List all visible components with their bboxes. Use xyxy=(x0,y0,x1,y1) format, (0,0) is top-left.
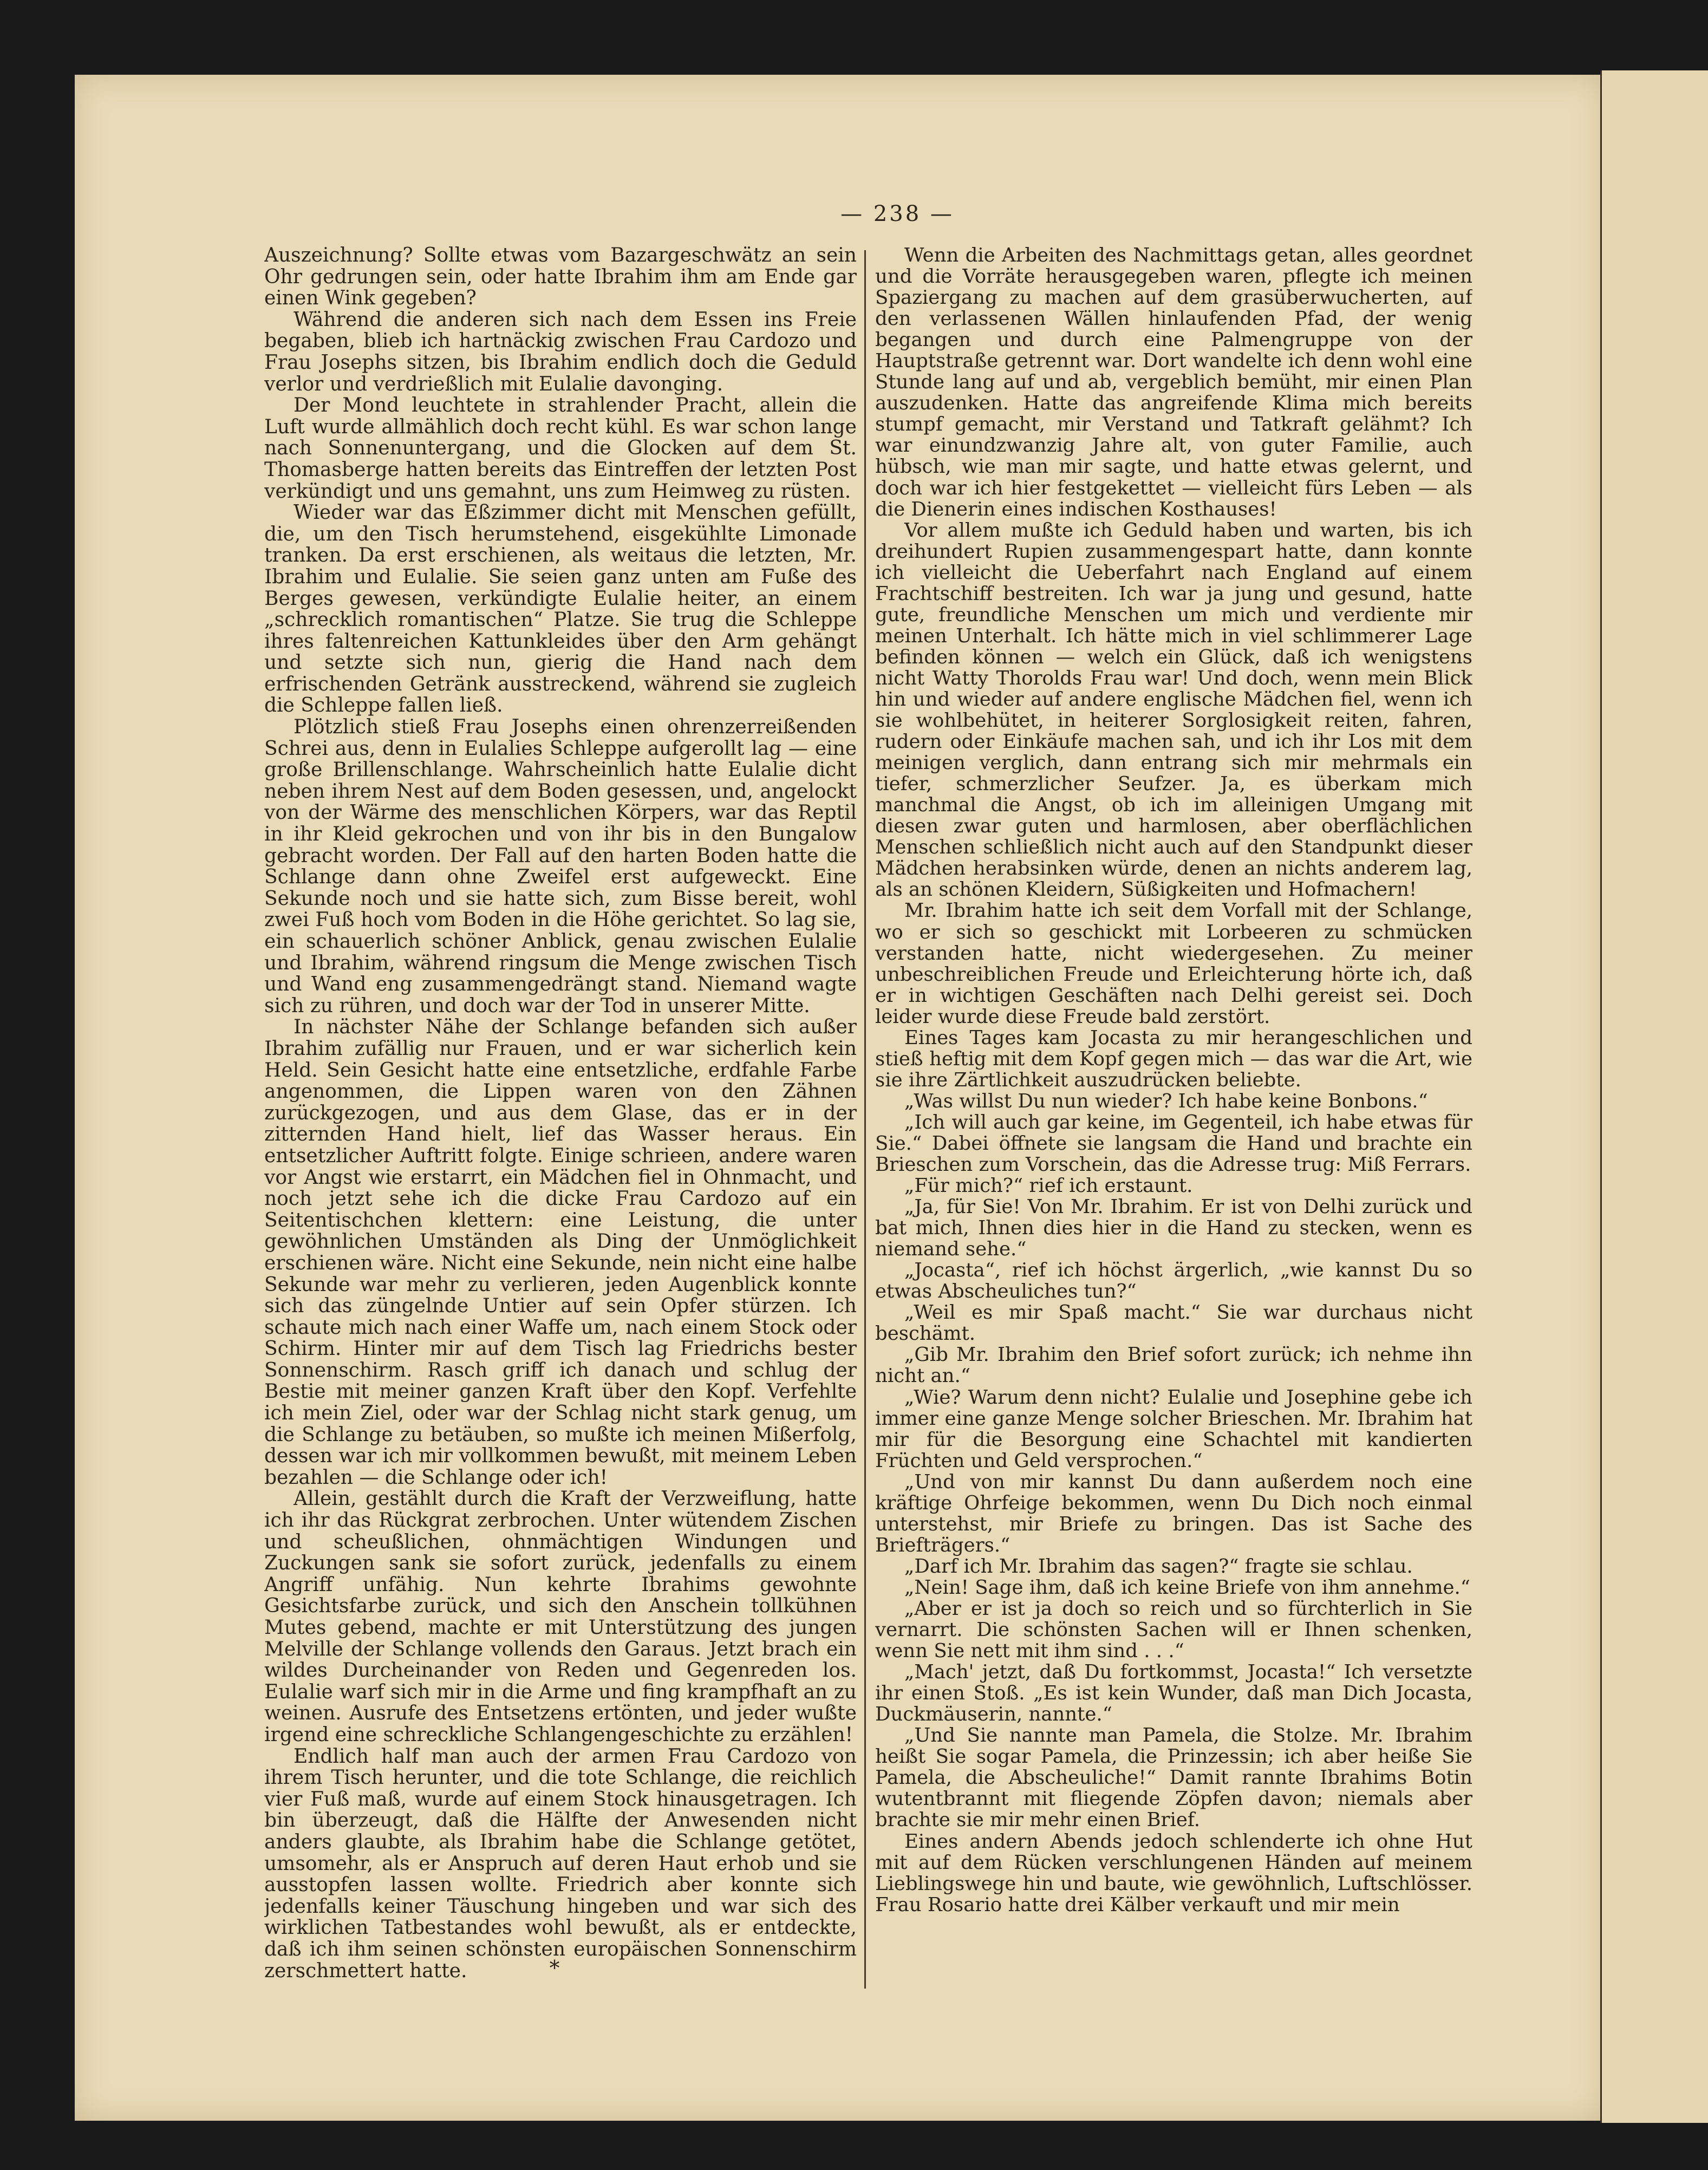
right-text-column xyxy=(875,245,1472,1983)
paragraph: „Was willst Du nun wieder? Ich habe keine Bonbons.“ xyxy=(904,1090,1428,1112)
page-number: — 238 — xyxy=(840,201,954,226)
paragraph: Mr. Ibrahim hatte ich seit dem Vorfall mit der Schlange, wo er sich so geschickt mit Lorbeeren zu schmücken verstanden hatte, nicht wiedergesehen. Zu meiner unbeschreiblichen Freude und Erleichterung hörte ich, daß er in wichtigen Geschäften nach Delhi gereist sei. Doch leider wurde diese Freude bald zerstört. xyxy=(875,900,1472,1028)
paragraph: Endlich half man auch der armen Frau Cardozo von ihrem Tisch herunter, und die tote Schlange, die reichlich vier Fuß maß, wurde auf einem Stock hinausgetragen. Ich bin überzeugt, daß die Hälfte der Anwesenden nicht anders glaubte, als Ibrahim habe die Schlange getötet, umsomehr, als er Anspruch auf deren Haut erhob und sie ausstopfen lassen wollte. Friedrich aber konnte sich jedenfalls keiner Täuschung hingeben und war sich des wirklichen Tatbestandes wohl bewußt, als er entdeckte, daß ich ihm seinen schönsten europäischen Sonnenschirm zerschmettert hatte. xyxy=(264,1745,857,1982)
paragraph: „Und von mir kannst Du dann außerdem noch eine kräftige Ohrfeige bekommen, wenn Du Dich noch einmal unterstehst, mir Briefe zu bringen. Das ist Sache des Briefträgers.“ xyxy=(875,1470,1472,1556)
paragraph: Auszeichnung? Sollte etwas vom Bazargeschwätz an sein Ohr gedrungen sein, oder hatte Ibrahim ihm am Ende gar einen Wink gegeben? xyxy=(264,245,857,310)
section-separator: * xyxy=(549,1956,560,1980)
paragraph: „Ja, für Sie! Von Mr. Ibrahim. Er ist von Delhi zurück und bat mich, Ihnen dies hier in die Hand zu stecken, wenn es niemand sehe.“ xyxy=(875,1196,1472,1261)
paragraph: „Jocasta“, rief ich höchst ärgerlich, „wie kannst Du so etwas Abscheuliches tun?“ xyxy=(875,1259,1472,1303)
paragraph: Der Mond leuchtete in strahlender Pracht, allein die Luft wurde allmählich doch recht kühl. Es war schon lange nach Sonnenuntergang, und die Glocken auf dem St. Thomasberge hatten bereits das Eintreffen der letzten Post verkündigt und uns gemahnt, uns zum Heimweg zu rüsten. xyxy=(264,394,857,503)
paragraph: „Aber er ist ja doch so reich und so fürchterlich in Sie vernarrt. Die schönsten Sachen will er Ihnen schenken, wenn Sie nett mit ihm sind . . .“ xyxy=(875,1598,1472,1663)
paragraph: Während die anderen sich nach dem Essen ins Freie begaben, blieb ich hartnäckig zwischen Frau Cardozo und Frau Josephs sitzen, bis Ibrahim endlich doch die Geduld verlor und verdrießlich mit Eulalie davonging. xyxy=(264,308,857,395)
paragraph: „Ich will auch gar keine, im Gegenteil, ich habe etwas für Sie.“ Dabei öffnete sie langsam die Hand und brachte ein Brieschen zum Vorschein, das die Adresse trug: Miß Ferrars. xyxy=(875,1111,1472,1176)
paragraph: Eines andern Abends jedoch schlenderte ich ohne Hut mit auf dem Rücken verschlungenen Händen auf meinem Lieblingswege hin und baute, wie gewöhnlich, Luftschlösser. Frau Rosario hatte drei Kälber verkauft und mir mein xyxy=(875,1830,1472,1916)
paragraph: „Gib Mr. Ibrahim den Brief sofort zurück; ich nehme ihn nicht an.“ xyxy=(875,1344,1472,1387)
paragraph: „Darf ich Mr. Ibrahim das sagen?“ fragte sie schlau. xyxy=(904,1555,1413,1578)
paragraph: „Mach' jetzt, daß Du fortkommst, Jocasta!“ Ich versetzte ihr einen Stoß. „Es ist kein Wunder, daß man Dich Jocasta, Duckmäuserin, nannte.“ xyxy=(875,1661,1472,1726)
paragraph: Allein, gestählt durch die Kraft der Verzweiflung, hatte ich ihr das Rückgrat zerbrochen. Unter wütendem Zischen und scheußlichen, ohnmächtigen Windungen und Zuckungen sank sie sofort zurück, jedenfalls zu einem Angriff unfähig. Nun kehrte Ibrahims gewohnte Gesichtsfarbe zurück, und sich den Anschein tollkühnen Mutes gebend, machte er mit Unterstützung des jungen Melville der Schlange vollends den Garaus. Jetzt brach ein wildes Durcheinander von Reden und Gegenreden los. Eulalie warf sich mir in die Arme und fing krampfhaft an zu weinen. Ausrufe des Entsetzens ertönten, und jeder wußte irgend eine schreckliche Schlangengeschichte zu erzählen! xyxy=(264,1488,857,1746)
paragraph: Eines Tages kam Jocasta zu mir herangeschlichen und stieß heftig mit dem Kopf gegen mich — das war die Art, wie sie ihre Zärtlichkeit auszudrücken beliebte. xyxy=(875,1026,1472,1091)
paragraph: In nächster Nähe der Schlange befanden sich außer Ibrahim zufällig nur Frauen, und er war sicherlich kein Held. Sein Gesicht hatte eine entsetzliche, erdfahle Farbe angenommen, die Lippen waren von den Zähnen zurückgezogen, und aus dem Glase, das er in der zitternden Hand hielt, lief das Wasser heraus. Ein entsetzlicher Auftritt folgte. Einige schrieen, andere waren vor Angst wie erstarrt, ein Mädchen fiel in Ohnmacht, und noch jetzt sehe ich die dicke Frau Cardozo auf ein Seitentischchen klettern: eine Leistung, die unter gewöhnlichen Umständen als Ding der Unmöglichkeit erschienen wäre. Nicht eine Sekunde, nein nicht eine halbe Sekunde war mehr zu verlieren, jeden Augenblick konnte sich das züngelnde Untier auf sein Opfer stürzen. Ich schaute mich nach einer Waffe um, nach einem Stock oder Schirm. Hinter mir auf dem Tisch lag Friedrichs bester Sonnenschirm. Rasch griff ich danach und schlug der Bestie mit meiner ganzen Kraft über den Kopf. Verfehlte ich mein Ziel, oder war der Schlag nicht stark genug, um die Schlange zu betäuben, so mußte ich meinen Mißerfolg, dessen war ich mir vollkommen bewußt, mit meinem Leben bezahlen — die Schlange oder ich! xyxy=(264,1016,857,1489)
paragraph: Plötzlich stieß Frau Josephs einen ohrenzerreißenden Schrei aus, denn in Eulalies Schleppe aufgerollt lag — eine große Brillenschlange. Wahrscheinlich hatte Eulalie dicht neben ihrem Nest auf dem Boden gesessen, und, angelockt von der Wärme des menschlichen Körpers, war das Reptil in ihr Kleid gekrochen und von ihr bis in den Bungalow gebracht worden. Der Fall auf den harten Boden hatte die Schlange dann ohne Zweifel erst aufgeweckt. Eine Sekunde noch und sie hatte sich, zum Bisse bereit, wohl zwei Fuß hoch vom Boden in die Höhe gerichtet. So lag sie, ein schauerlich schöner Anblick, genau zwischen Eulalie und Ibrahim, während ringsum die Menge zwischen Tisch und Wand eng zusammengedrängt stand. Niemand wagte sich zu rühren, und doch war der Tod in unserer Mitte. xyxy=(264,716,857,1017)
paragraph: „Weil es mir Spaß macht.“ Sie war durchaus nicht beschämt. xyxy=(875,1301,1472,1345)
paragraph: „Und Sie nannte man Pamela, die Stolze. Mr. Ibrahim heißt Sie sogar Pamela, die Prinzessin; ich aber heiße Sie Pamela, die Abscheuliche!“ Damit rannte Ibrahims Botin wutentbrannt mit fliegende Zöpfen davon; niemals aber brachte sie mir mehr einen Brief. xyxy=(875,1724,1472,1832)
paragraph: Vor allem mußte ich Geduld haben und warten, bis ich dreihundert Rupien zusammengespart hatte, dann konnte ich vielleicht die Ueberfahrt nach England auf einem Frachtschiff bestreiten. Ich war ja jung und gesund, hatte gute, freundliche Menschen um mich und verdiente mir meinen Unterhalt. Ich hätte mich in viel schlimmerer Lage befinden können — welch ein Glück, daß ich wenigstens nicht Watty Thorolds Frau war! Und doch, wenn mein Blick hin und wieder auf andere englische Mädchen fiel, wenn ich sie wohlbehütet, in heiterer Sorglosigkeit reiten, fahren, rudern oder Einkäufe machen sah, und ich ihr Los mit dem meinigen verglich, dann entrang sich mir mehrmals ein tiefer, schmerzlicher Seufzer. Ja, es überkam mich manchmal die Angst, ob ich im alleinigen Umgang mit diesen zwar guten und harmlosen, aber oberflächlichen Menschen schließlich nicht auch auf den Standpunkt dieser Mädchen herabsinken würde, denen an nichts anderem lag, als an schönen Kleidern, Süßigkeiten und Hofmachern! xyxy=(875,519,1472,901)
adjacent-page-edge xyxy=(1600,70,1708,2123)
paragraph: „Nein! Sage ihm, daß ich keine Briefe von ihm annehme.“ xyxy=(904,1576,1470,1599)
paragraph: „Für mich?“ rief ich erstaunt. xyxy=(904,1175,1193,1197)
paragraph: Wenn die Arbeiten des Nachmittags getan, alles geordnet und die Vorräte herausgegeben waren, pflegte ich meinen Spaziergang zu machen auf dem grasüberwucherten, auf den verlassenen Wällen hinlaufenden Pfad, der wenig begangen und durch eine Palmengruppe von der Hauptstraße getrennt war. Dort wandelte ich denn wohl eine Stunde lang auf und ab, vergeblich bemüht, mir einen Plan auszudenken. Hatte das angreifende Klima mich bereits stumpf gemacht, mir Verstand und Tatkraft gelähmt? Ich war einundzwanzig Jahre alt, von guter Familie, auch hübsch, wie man mir sagte, und hatte etwas gelernt, und doch war ich hier festgekettet — vielleicht fürs Leben — als die Dienerin eines indischen Kosthauses! xyxy=(875,245,1472,520)
paragraph: Wieder war das Eßzimmer dicht mit Menschen gefüllt, die, um den Tisch herumstehend, eisgekühlte Limonade tranken. Da erst erschienen, als weitaus die letzten, Mr. Ibrahim und Eulalie. Sie seien ganz unten am Fuße des Berges gewesen, verkündigte Eulalie heiter, an einem „schrecklich romantischen“ Platze. Sie trug die Schleppe ihres faltenreichen Kattunkleides über den Arm gehängt und setzte sich nun, gierig die Hand nach dem erfrischenden Getränk ausstreckend, während sie zugleich die Schleppe fallen ließ. xyxy=(264,501,857,717)
column-rule xyxy=(864,250,866,1989)
left-text-column xyxy=(264,245,857,1983)
paragraph: „Wie? Warum denn nicht? Eulalie und Josephine gebe ich immer eine ganze Menge solcher Brieschen. Mr. Ibrahim hat mir für die Besorgung eine Schachtel mit kandierten Früchten und Geld versprochen.“ xyxy=(875,1386,1472,1472)
